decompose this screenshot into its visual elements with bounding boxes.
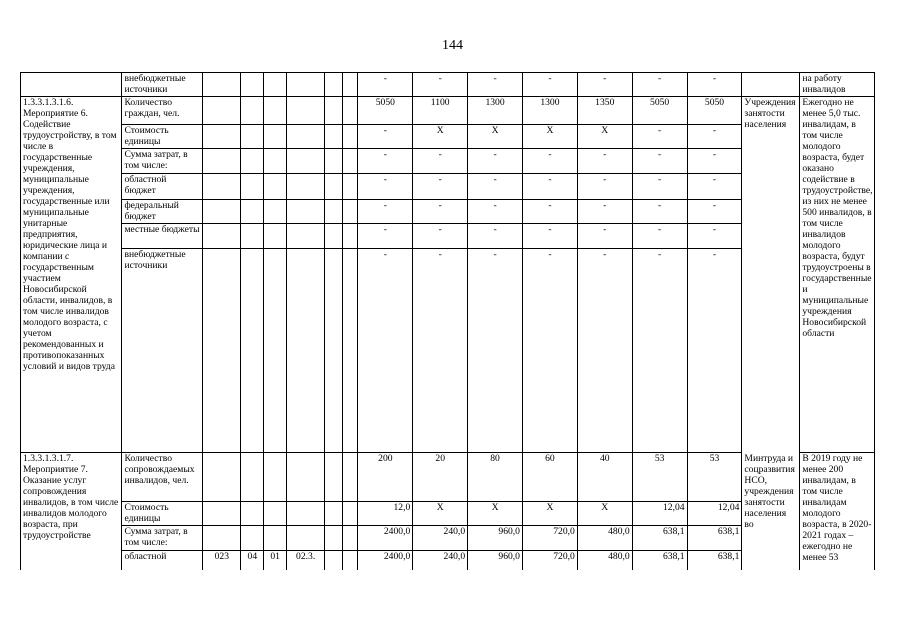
value-cell: - bbox=[358, 125, 413, 149]
page-bottom-margin bbox=[0, 570, 905, 640]
code-cell: 01 bbox=[264, 551, 287, 575]
value-cell: - bbox=[413, 149, 468, 174]
value-cell: 5050 bbox=[358, 97, 413, 125]
value-cell: 60 bbox=[522, 453, 577, 502]
value-cell: 80 bbox=[468, 453, 523, 502]
row-label: Стоимость единицы bbox=[122, 125, 203, 149]
table-row bbox=[21, 453, 875, 502]
value-cell: Х bbox=[577, 502, 632, 526]
value-cell: Х bbox=[413, 125, 468, 149]
value-cell: Х bbox=[413, 502, 468, 526]
measure-6-executor: Учреждения занятости населения bbox=[742, 97, 800, 453]
value-cell: 638,1 bbox=[632, 551, 687, 575]
code-cell: 023 bbox=[203, 551, 241, 575]
row-label: Количество граждан, чел. bbox=[122, 97, 203, 125]
value-cell: - bbox=[522, 224, 577, 249]
measure-6-name: 1.3.3.1.3.1.6. Мероприятие 6. Содействие трудоустройству, в том числе в государственные учреждения, муниципальные учреждения, государственные или муниципальные унитарные предприятия, юридические лица и компании с государственным участием Новосибирской области, инвалидов, в том числе инвалидов молодого возраста, с учетом рекомендованных и противопоказанных условий и видов труда bbox=[21, 97, 122, 453]
value-cell: 1100 bbox=[413, 97, 468, 125]
value-cell: - bbox=[358, 149, 413, 174]
value-cell: - bbox=[522, 149, 577, 174]
value-cell: - bbox=[632, 174, 687, 200]
value-cell: - bbox=[358, 249, 413, 453]
value-cell: - bbox=[577, 200, 632, 224]
value-cell: - bbox=[522, 249, 577, 453]
value-cell: 40 bbox=[577, 453, 632, 502]
row-label: федеральный бюджет bbox=[122, 200, 203, 224]
value-cell: - bbox=[632, 224, 687, 249]
value-cell: - bbox=[687, 174, 742, 200]
value-cell: - bbox=[358, 174, 413, 200]
value-cell: 960,0 bbox=[468, 526, 523, 551]
value-cell: - bbox=[413, 200, 468, 224]
value-cell: - bbox=[358, 200, 413, 224]
row-label: Сумма затрат, в том числе: bbox=[122, 149, 203, 174]
value-cell: 53 bbox=[687, 453, 742, 502]
row-label: Количество сопровождаемых инвалидов, чел. bbox=[122, 453, 203, 502]
code-cell: 02.3. bbox=[287, 551, 325, 575]
row-label: областной бюджет bbox=[122, 174, 203, 200]
value-cell: - bbox=[687, 249, 742, 453]
value-cell: - bbox=[577, 249, 632, 453]
measure-6-result: Ежегодно не менее 5,0 тыс. инвалидам, в том числе молодого возраста, будет оказано содействие в трудоустройстве, из них не менее 500 инвалидов, в том числе инвалидов молодого возраста, будут трудоустроены в государственные и муниципальные учреждения Новосибирской области bbox=[800, 97, 875, 453]
value-cell: - bbox=[468, 73, 523, 97]
source-label: внебюджетные источники bbox=[122, 73, 203, 97]
value-cell: - bbox=[687, 200, 742, 224]
value-cell: - bbox=[632, 73, 687, 97]
value-cell: 12,04 bbox=[632, 502, 687, 526]
value-cell: Х bbox=[577, 125, 632, 149]
value-cell: 960,0 bbox=[468, 551, 523, 575]
value-cell: 1350 bbox=[577, 97, 632, 125]
value-cell: 720,0 bbox=[522, 551, 577, 575]
value-cell: - bbox=[468, 149, 523, 174]
value-cell: - bbox=[522, 73, 577, 97]
code-cell: 04 bbox=[241, 551, 264, 575]
value-cell: - bbox=[687, 224, 742, 249]
value-cell: 1300 bbox=[522, 97, 577, 125]
value-cell: - bbox=[687, 73, 742, 97]
value-cell: 12,0 bbox=[358, 502, 413, 526]
value-cell: - bbox=[468, 200, 523, 224]
value-cell: - bbox=[358, 224, 413, 249]
row-label: областной bbox=[122, 551, 203, 575]
value-cell: 480,0 bbox=[577, 526, 632, 551]
value-cell: - bbox=[468, 249, 523, 453]
value-cell: 20 bbox=[413, 453, 468, 502]
value-cell: - bbox=[577, 174, 632, 200]
value-cell: - bbox=[577, 224, 632, 249]
value-cell: 720,0 bbox=[522, 526, 577, 551]
measure-7-executor: Минтруда и соцразвития НСО, учреждения занятости населения во bbox=[742, 453, 800, 575]
value-cell: Х bbox=[468, 502, 523, 526]
row-label: Стоимость единицы bbox=[122, 502, 203, 526]
value-cell: 240,0 bbox=[413, 526, 468, 551]
value-cell: - bbox=[632, 200, 687, 224]
value-cell: 240,0 bbox=[413, 551, 468, 575]
value-cell: - bbox=[413, 224, 468, 249]
page-number: 144 bbox=[442, 38, 463, 53]
value-cell: - bbox=[577, 149, 632, 174]
value-cell: 480,0 bbox=[577, 551, 632, 575]
value-cell: - bbox=[413, 73, 468, 97]
row-label: Сумма затрат, в том числе: bbox=[122, 526, 203, 551]
measure-7-name: 1.3.3.1.3.1.7. Мероприятие 7. Оказание услуг сопровождения инвалидов, в том числе инвалидов молодого возраста, при трудоустройстве bbox=[21, 453, 122, 575]
value-cell: 5050 bbox=[632, 97, 687, 125]
measure-7-result: В 2019 году не менее 200 инвалидам, в том числе инвалидам молодого возраста, в 2020-2021 годах – ежегодно не менее 53 bbox=[800, 453, 875, 575]
value-cell: - bbox=[358, 73, 413, 97]
value-cell: - bbox=[632, 125, 687, 149]
value-cell: Х bbox=[522, 502, 577, 526]
value-cell: - bbox=[687, 125, 742, 149]
value-cell: 2400,0 bbox=[358, 551, 413, 575]
value-cell: 1300 bbox=[468, 97, 523, 125]
budget-table bbox=[20, 72, 875, 575]
value-cell: - bbox=[413, 174, 468, 200]
value-cell: Х bbox=[468, 125, 523, 149]
row-label: местные бюджеты bbox=[122, 224, 203, 249]
value-cell: - bbox=[632, 249, 687, 453]
value-cell: Х bbox=[522, 125, 577, 149]
value-cell: 2400,0 bbox=[358, 526, 413, 551]
value-cell: 638,1 bbox=[687, 526, 742, 551]
value-cell: - bbox=[468, 174, 523, 200]
value-cell: 53 bbox=[632, 453, 687, 502]
table-row bbox=[21, 73, 875, 97]
empty-cell bbox=[21, 73, 122, 97]
result-cell: на работу инвалидов bbox=[800, 73, 875, 97]
value-cell: 638,1 bbox=[632, 526, 687, 551]
value-cell: - bbox=[522, 200, 577, 224]
value-cell: 638,1 bbox=[687, 551, 742, 575]
value-cell: - bbox=[522, 174, 577, 200]
value-cell: - bbox=[413, 249, 468, 453]
value-cell: - bbox=[577, 73, 632, 97]
value-cell: 12,04 bbox=[687, 502, 742, 526]
value-cell: - bbox=[468, 224, 523, 249]
value-cell: - bbox=[687, 149, 742, 174]
table-row bbox=[21, 97, 875, 125]
value-cell: - bbox=[632, 149, 687, 174]
value-cell: 200 bbox=[358, 453, 413, 502]
executor-cell bbox=[742, 73, 800, 97]
row-label: внебюджетные источники bbox=[122, 249, 203, 453]
value-cell: 5050 bbox=[687, 97, 742, 125]
